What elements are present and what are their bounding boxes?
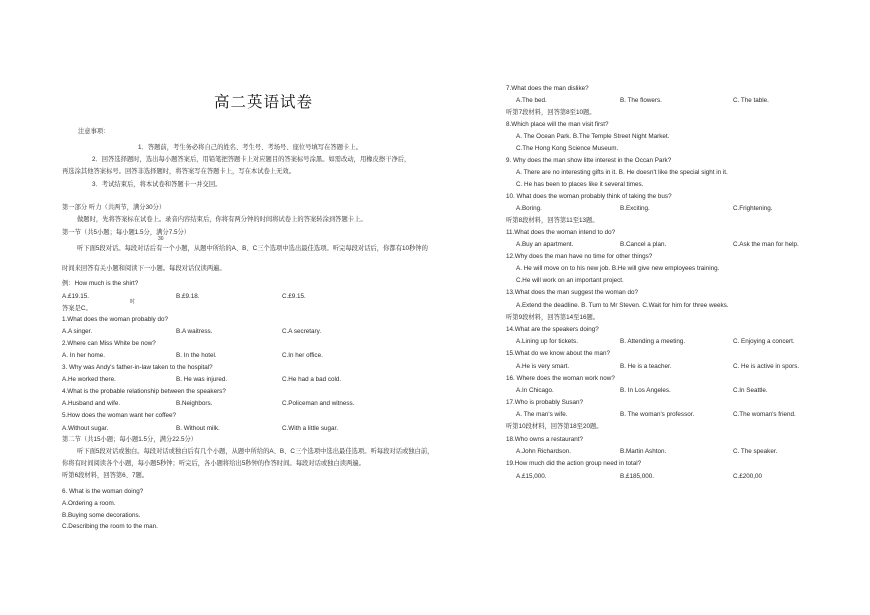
text-line: 8.Which place will the man visit first? bbox=[506, 121, 609, 128]
text-line: B.Cancel a plan. bbox=[620, 241, 667, 248]
text-line: C.£9.15. bbox=[282, 293, 306, 300]
text-line: 听第6段材料，回答第6、7题。 bbox=[62, 472, 149, 479]
text-line: 3. Why was Andy's father-in-law taken to the hospital? bbox=[62, 364, 213, 371]
text-line: C.He will work on an important project. bbox=[516, 277, 624, 284]
text-line: A. In her home. bbox=[62, 352, 106, 359]
marginal-mark-shi: 时 bbox=[130, 299, 136, 305]
text-line: C. The table. bbox=[733, 97, 769, 104]
text-line: 11.What does the woman intend to do? bbox=[506, 229, 616, 236]
text-line: B. He is a teacher. bbox=[620, 363, 672, 370]
text-line: 7.What does the man dislike? bbox=[506, 85, 589, 92]
text-line: C.He had a bad cold. bbox=[282, 376, 342, 383]
text-line: C. Enjoying a concert. bbox=[733, 338, 795, 345]
text-line: 时间来回答有关小题和阅读下一小题。每段对话仅读两遍。 bbox=[62, 265, 226, 272]
text-line: B.£185,000. bbox=[620, 473, 654, 480]
text-line: 听下面5段对话。每段对话后有一个小题，从题中所给的A、B、C三个选项中选出最佳选项。听完每段对话后，你都有10秒钟的 bbox=[77, 245, 428, 252]
text-line: 18.Who owns a restaurant? bbox=[506, 436, 584, 443]
text-line: 注意事项： bbox=[78, 128, 110, 135]
text-line: 15.What do we know about the man? bbox=[506, 350, 610, 357]
text-line: 2.Where can Miss White be now? bbox=[62, 340, 156, 347]
text-line: A. There are no interesting gifts in it. B. He doesn't like the special sight in it. bbox=[516, 169, 728, 176]
text-line: 14.What are the speakers doing? bbox=[506, 326, 599, 333]
text-line: 12.Why does the man have no time for other things? bbox=[506, 253, 653, 260]
text-line: 听下面5段对话或独白。每段对话或独白后有几个小题，从题中所给的A、B、C三个选项中选出最佳选项。听每段对话或独白前， bbox=[77, 448, 434, 455]
text-line: B. The woman's professor. bbox=[620, 411, 695, 418]
text-line: A.£15,000. bbox=[516, 473, 547, 480]
text-line: 17.Who is probably Susan? bbox=[506, 399, 584, 406]
text-line: 1.What does the woman probably do? bbox=[62, 316, 169, 323]
text-line: B. Attending a meeting. bbox=[620, 338, 686, 345]
text-line: C. The speaker. bbox=[733, 448, 778, 455]
text-line: B. In Los Angeles. bbox=[620, 387, 671, 394]
text-line: 13.What does the man suggest the woman do? bbox=[506, 289, 638, 296]
text-line: 5.How does the woman want her coffee? bbox=[62, 412, 176, 419]
text-line: A.Husband and wife. bbox=[62, 400, 121, 407]
text-line: A.John Richardson. bbox=[516, 448, 571, 455]
text-line: A.Buy an apartment. bbox=[516, 241, 574, 248]
text-line: 19.How much did the action group need in total? bbox=[506, 460, 642, 467]
text-line: 第二节（共15小题；每小题1.5分，满分22.5分） bbox=[62, 436, 198, 443]
text-line: A.A singer. bbox=[62, 328, 93, 335]
text-line: 你将有时间阅读各个小题，每小题5秒钟；听完后，各小题将给出5秒钟的作答时间。每段对话或独白读两遍。 bbox=[62, 460, 365, 467]
text-line: C.With a little sugar. bbox=[282, 425, 338, 432]
text-line: 再选涂其他答案标号。回答非选择题时，将答案写在答题卡上，写在本试卷上无效。 bbox=[62, 168, 295, 175]
text-line: A. The man's wife. bbox=[516, 411, 568, 418]
text-line: 听第10段材料，回答第18至20题。 bbox=[506, 423, 603, 430]
text-line: A.£19.15. bbox=[62, 293, 89, 300]
text-line: 1．答题前，考生务必将自己的姓名、考生号、考场号、座位号填写在答题卡上。 bbox=[138, 144, 362, 151]
text-line: C.The woman's friend. bbox=[733, 411, 796, 418]
text-line: C.Describing the room to the man. bbox=[62, 523, 158, 530]
text-line: B.A waitress. bbox=[176, 328, 213, 335]
text-line: 例：How much is the shirt? bbox=[62, 280, 139, 287]
text-line: A. He will move on to his new job. B.He will give new employees training. bbox=[516, 265, 720, 272]
text-line: A. The Ocean Park. B.The Temple Street Night Market. bbox=[516, 133, 670, 140]
marginal-mark-30: 30 bbox=[158, 236, 164, 242]
text-line: A.Extend the deadline. B. Turn to Mr Steven. C.Wait for him for three weeks. bbox=[516, 302, 729, 309]
text-line: C.In her office. bbox=[282, 352, 323, 359]
text-line: A.He is very smart. bbox=[516, 363, 570, 370]
text-line: C.Ask the man for help. bbox=[733, 241, 799, 248]
text-line: 第一节（共5小题；每小题1.5分，满分7.5分） bbox=[62, 229, 191, 236]
text-line: C. He is active in spors. bbox=[733, 363, 800, 370]
text-line: C.In Seattle. bbox=[733, 387, 768, 394]
text-line: A.Lining up for tickets. bbox=[516, 338, 578, 345]
text-line: 做题时，先将答案标在试卷上。录音内容结束后，你将有两分钟的时间将试卷上的答案转涂到答题卡上。 bbox=[77, 216, 367, 223]
text-line: C.A secretary. bbox=[282, 328, 322, 335]
text-line: B.Exciting. bbox=[620, 205, 650, 212]
text-line: A.He worked there. bbox=[62, 376, 116, 383]
text-line: C.The Hong Kong Science Museum. bbox=[516, 145, 619, 152]
text-line: B. He was injured. bbox=[176, 376, 228, 383]
page-title: 高二英语试卷 bbox=[214, 93, 314, 111]
text-line: B. Without milk. bbox=[176, 425, 220, 432]
text-line: C. He has been to places like it several times. bbox=[516, 181, 644, 188]
text-line: 6. What is the woman doing? bbox=[62, 488, 144, 495]
text-line: A.Ordering a room. bbox=[62, 500, 116, 507]
text-line: 听第7段材料，回答第8至10题。 bbox=[506, 109, 596, 116]
text-line: 10. What does the woman probably think of taking the bus? bbox=[506, 193, 672, 200]
text-line: C.Policeman and witness. bbox=[282, 400, 355, 407]
text-line: 16. Where does the woman work now? bbox=[506, 375, 615, 382]
text-line: A.Boring. bbox=[516, 205, 542, 212]
text-line: A.The bed. bbox=[516, 97, 547, 104]
text-line: 答案是C。 bbox=[62, 305, 92, 312]
text-line: A.In Chicago. bbox=[516, 387, 554, 394]
text-line: 9. Why does the man show litte interest in the Occan Park? bbox=[506, 157, 672, 164]
text-line: B.£9.18. bbox=[176, 293, 200, 300]
text-line: 3．考试结束后，将本试卷和答题卡一并交回。 bbox=[92, 181, 222, 188]
text-line: 听第8段材料，回答第11至13题。 bbox=[506, 217, 599, 224]
text-line: B. In the hotel. bbox=[176, 352, 217, 359]
text-line: 4.What is the probable relationship between the speakers? bbox=[62, 388, 226, 395]
text-line: A.Without sugar. bbox=[62, 425, 109, 432]
text-line: 2．回答选择题时，选出每小题答案后，用铅笔把答题卡上对应题目的答案标号涂黑。如需改动，用橡皮擦干净后， bbox=[92, 156, 411, 163]
text-line: C.Frightening. bbox=[733, 205, 773, 212]
text-line: B.Buying some decorations. bbox=[62, 512, 141, 519]
text-line: 第一部分 听力（共两节，满分30分） bbox=[62, 204, 166, 211]
text-line: C.£200,00 bbox=[733, 473, 763, 480]
text-line: B.Neighbors. bbox=[176, 400, 213, 407]
text-line: B.Martin Ashton. bbox=[620, 448, 667, 455]
text-line: B. The flowers. bbox=[620, 97, 662, 104]
text-line: 听第9段材料，回答第14至16题。 bbox=[506, 314, 600, 321]
